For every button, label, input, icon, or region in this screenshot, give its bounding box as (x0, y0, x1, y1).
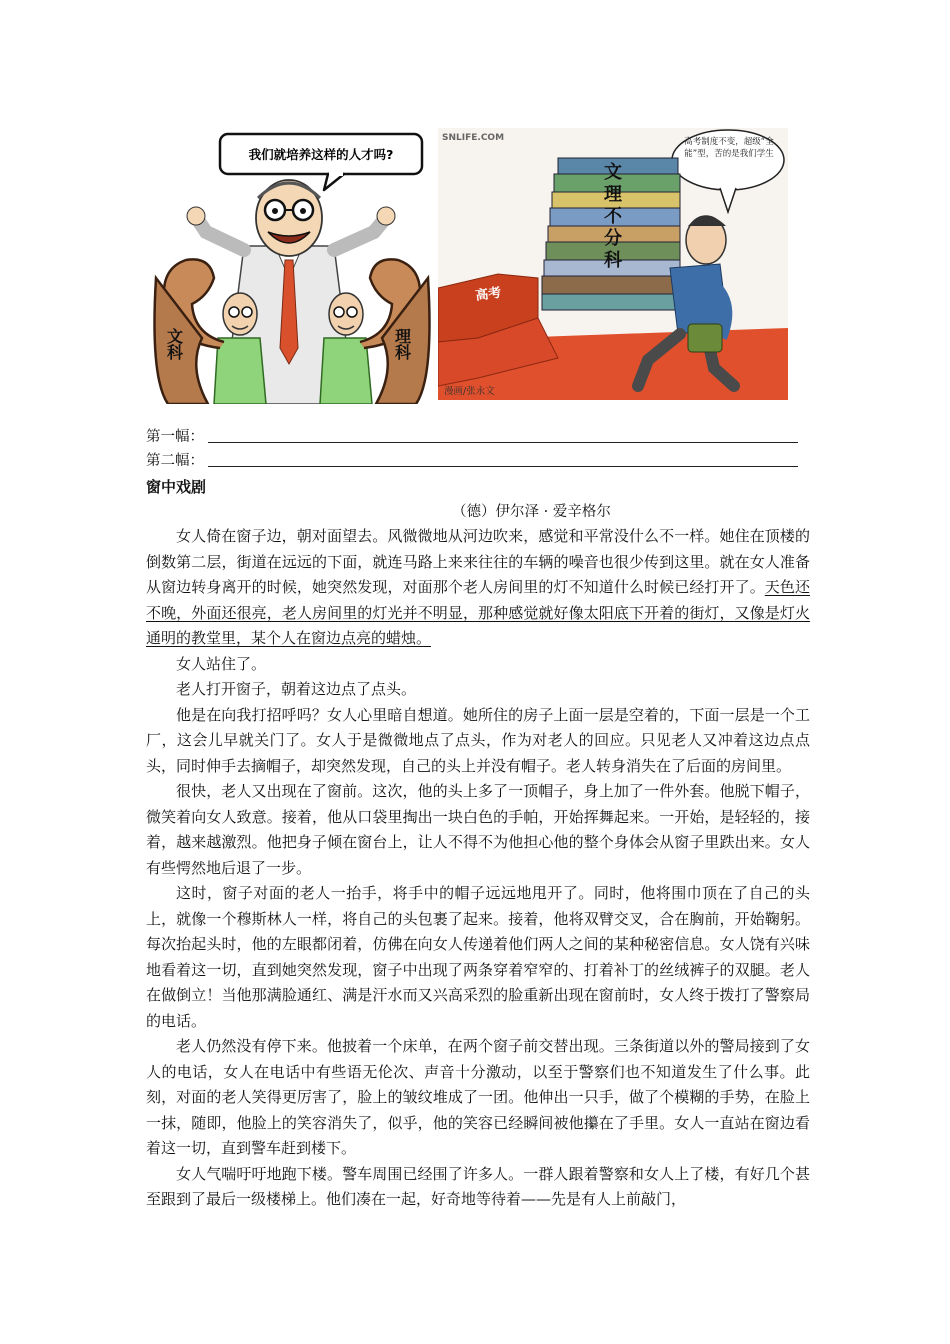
paragraph: 女人站住了。 (176, 654, 267, 673)
paragraph: 女人气喘吁吁地跑下楼。警车周围已经围了许多人。一群人跟着警察和女人上了楼，有好几个甚至跟到了最后一级楼梯上。他们凑在一起，好奇地等待着——先是有人上前敲门， (146, 1164, 810, 1208)
answer-blank[interactable] (208, 466, 798, 467)
article-author: （德）伊尔泽 · 爱辛格尔 (452, 504, 611, 520)
books-label: 文理不分科 (604, 162, 622, 271)
answer-blank[interactable] (208, 442, 798, 443)
answer-label: 第二幅： (146, 453, 204, 469)
cartoon-1-speech: 我们就培养这样的人才吗? (248, 147, 394, 162)
arm-label-right: 理科 (392, 328, 412, 360)
cartoon-teacher-and-students (148, 128, 436, 404)
watermark: SNLIFE.COM (442, 133, 505, 143)
answer-label: 第一幅： (146, 429, 204, 445)
cartoon-student-with-books (438, 128, 788, 400)
article-title: 窗中戏剧 (146, 478, 207, 496)
paragraph: 这时，窗子对面的老人一抬手，将手中的帽子远远地甩开了。同时，他将围巾顶在了自己的头上，就像一个穆斯林人一样，将自己的头包裹了起来。接着，他将双臂交叉，合在胸前，开始鞠躬。每次抬起头时，他的左眼都闭着，仿佛在向女人传递着他们两人之间的某种秘密信息。女人饶有兴味地看着这一切，直到她突然发现，窗子中出现了两条穿着窄窄的、打着补丁的丝绒裤子的双腿。老人在做倒立！当他那满脸通红、满是汗水而又兴高采烈的脸重新出现在窗前时，女人终于拨打了警察局的电话。 (146, 884, 810, 1030)
cartoon-1-illustration (148, 128, 436, 404)
answer-line-first (146, 428, 204, 446)
article-body (146, 524, 810, 1213)
paragraph (146, 524, 810, 652)
answer-line-second (146, 452, 204, 470)
underlined-sentence: 天色还不晚，外面还很亮，老人房间里的灯光并不明显，那种感觉就好像太阳底下开着的街灯，又像是灯火通明的教堂里，某个人在窗边点亮的蜡烛。 (146, 578, 810, 647)
paragraph: 很快，老人又出现在了窗前。这次，他的头上多了一顶帽子，身上加了一件外套。他脱下帽子，微笑着向女人致意。接着，他从口袋里掏出一块白色的手帕，开始挥舞起来。一开始，是轻轻的，接着，越来越激烈。他把身子倾在窗台上，让人不得不为他担心他的整个身体会从窗子里跌出来。女人有些愕然地后退了一步。 (146, 782, 810, 877)
paragraph: 老人仍然没有停下来。他披着一个床单，在两个窗子前交替出现。三条街道以外的警局接到了女人的电话，女人在电话中有些语无伦次、声音十分激动，以至于警察们也不知道发生了什么事。此刻，对面的老人笑得更厉害了，脸上的皱纹堆成了一团。他伸出一只手，做了个模糊的手势，在脸上一抹，随即，他脸上的笑容消失了，似乎，他的笑容已经瞬间被他攥在了手里。女人一直站在窗边看着这一切，直到警车赶到楼下。 (146, 1037, 810, 1157)
cartoon-credit: 漫画/张永文 (444, 386, 495, 397)
paragraph: 老人打开窗子，朝着这边点了点头。 (176, 680, 417, 698)
arm-label-left: 文科 (164, 328, 184, 360)
cartoon-2-speech: 高考制度不变，超级“全能”型，苦的是我们学生 (684, 137, 774, 159)
cartoon-2-illustration (438, 128, 788, 400)
paragraph: 他是在向我打招呼吗？女人心里暗自想道。她所住的房子上面一层是空着的，下面一层是一个工厂，这会儿早就关门了。女人于是微微地点了点头，作为对老人的回应。只见老人又冲着这边点点头，同时伸手去摘帽子，却突然发现，自己的头上并没有帽子。老人转身消失在了后面的房间里。 (146, 705, 810, 775)
steps-label: 高考 (474, 285, 503, 304)
paragraph-text: 女人倚在窗子边，朝对面望去。风微微地从河边吹来，感觉和平常没什么不一样。她住在顶楼的倒数第二层，街道在远远的下面，就连马路上来来往往的车辆的噪音也很少传到这里。就在女人准备从窗边转身离开的时候，她突然发现，对面那个老人房间里的灯不知道什么时候已经打开了。 (146, 527, 810, 596)
